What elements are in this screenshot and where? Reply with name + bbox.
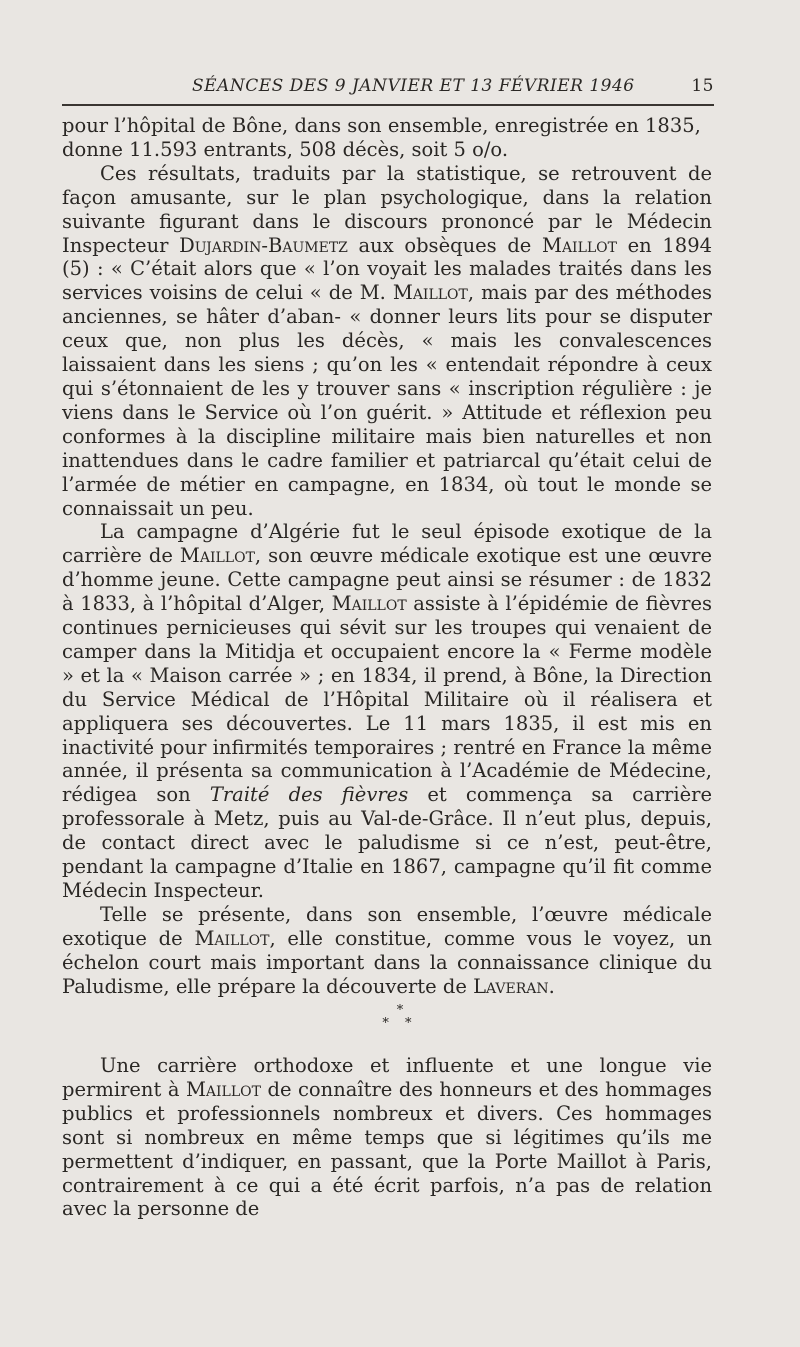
text-run: , elle constitue, comme vous le voyez, un échelon court mais important dans la connaissance clinique du Paludisme, elle prépare la découverte de (62, 926, 712, 998)
paragraph-1 (62, 114, 712, 162)
person-name: Maillot (179, 544, 255, 568)
text-run: en 1894 (5) : « C’était alors que « l’on voyait les malades traités dans les services voisins de celui « de M. (62, 233, 713, 305)
person-name: Maillot (194, 926, 270, 950)
text-run: . (548, 974, 555, 998)
section-separator-top: * (396, 1003, 404, 1018)
text-run: et commença sa carrière professorale à Metz, puis au Val-de-Grâce. Il n’eut plus, depuis, de contact direct avec le paludisme si ce n’est, peut-être, pendant la campagne d’Italie en 1867, campagne qu’il fit comme Médecin Inspecteur. (62, 783, 712, 902)
paragraph-1-line-2: donne 11.593 entrants, 508 décès, soit 5 o/o. (62, 137, 509, 161)
text-run: Une carrière orthodoxe et influente et une longue vie permirent à (62, 1054, 712, 1101)
text-run: , son œuvre médicale exotique est une œuvre d’homme jeune. Cette campagne peut ainsi se résumer : de 1832 à 1833, à l’hôpital d’Alger, (62, 544, 712, 616)
text-run: de connaître des honneurs et des hommages publics et professionnels nombreux et divers. Ces hommages sont si nombreux en même temps que si légitimes qu’ils me permettent d’indiquer, en passant, que la Porte Maillot à Paris, contrairement à ce qui a été écrit parfois, n’a pas de relation avec la personne de (62, 1077, 713, 1221)
person-name: Dujardin-Baumetz (179, 233, 348, 257)
paragraph-1-line-1: pour l’hôpital de Bône, dans son ensemble, enregistrée en 1835, (62, 114, 701, 137)
text-run: Telle se présente, dans son ensemble, l’œuvre médicale exotique de (62, 902, 712, 950)
person-name: Maillot (331, 592, 407, 616)
person-name: Laveran (473, 974, 549, 998)
book-title: Traité des fièvres (209, 783, 409, 807)
running-head-title: SÉANCES DES 9 JANVIER ET 13 FÉVRIER 1946 (192, 76, 635, 96)
text-run: La campagne d’Algérie fut le seul épisode exotique de la carrière de (62, 520, 712, 568)
text-run: Ces résultats, traduits par la statistique, se retrouvent de façon amusante, sur le plan psychologique, dans la relation suivante figurant dans le discours prononcé par le Médecin Inspecteur (62, 161, 712, 257)
paragraph-5 (62, 1054, 712, 1221)
running-head (62, 76, 714, 100)
closing-text-block (62, 1054, 712, 1221)
main-text-block (62, 114, 712, 999)
page-number: 15 (691, 76, 714, 96)
paragraph-3 (62, 520, 712, 903)
text-run: assiste à l’épidémie de fièvres continues pernicieuses qui sévit sur les troupes qui venaient de camper dans la Mitidja et occupaient encore la « Ferme modèle » et la « Maison carrée » ; en 1834, il prend, à Bône, la Direction du Service Médical de l’Hôpital Militaire où il réalisera et appliquera ses découvertes. Le 11 mars 1835, il est mis en inactivité pour infirmités temporaires ; rentré en France la même année, il présenta sa communication à l’Académie de Médecine, rédigea son (62, 592, 712, 807)
person-name: Maillot (541, 233, 618, 257)
paragraph-4 (62, 903, 712, 999)
text-run: aux obsèques de (347, 233, 542, 257)
section-separator-bottom: * * (382, 1016, 418, 1031)
text-run: , mais par des méthodes anciennes, se hâter d’aban- « donner leurs lits pour se disputer ceux que, non plus les décès, « mais les convalescences laissaient dans les siens ; qu’on les « entendait répondre à ceux qui s’étonnaient de les y trouver sans « inscription régulière : je viens dans le Service où l’on guérit. » Attitude et réflexion peu conformes à la discipline militaire mais bien naturelles et non inattendues dans le cadre familier et patriarcal qu’était celui de l’armée de métier en campagne, en 1834, où tout le monde se connaissait un peu. (62, 281, 713, 520)
header-rule (62, 104, 714, 106)
paragraph-2 (62, 162, 712, 521)
person-name: Maillot (185, 1077, 261, 1101)
person-name: Maillot (392, 281, 468, 305)
